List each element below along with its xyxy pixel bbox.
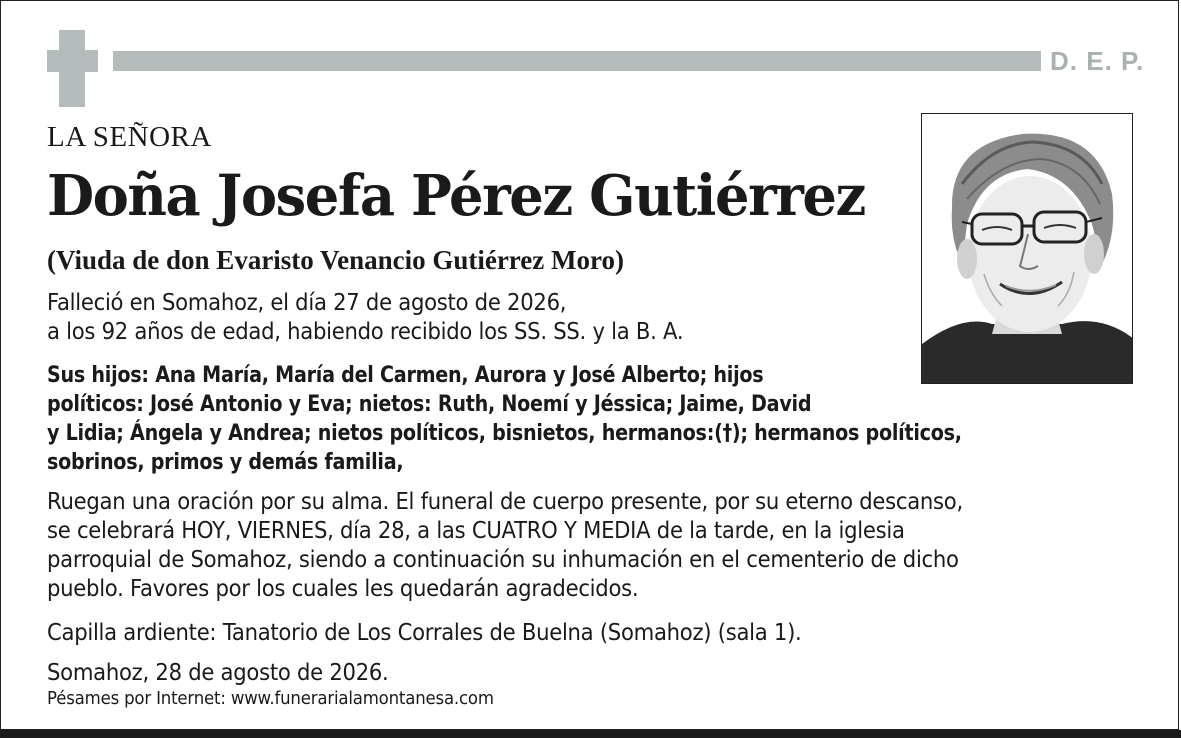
condolences-link[interactable]: Pésames por Internet: www.funerarialamontanesa.com — [47, 688, 494, 709]
death-line: Falleció en Somahoz, el día 27 de agosto de 2026, — [47, 290, 567, 316]
family-list — [47, 361, 962, 477]
title-prefix: LA SEÑORA — [47, 121, 212, 153]
funeral-line: parroquial de Somahoz, siendo a continuación su inhumación en el cementerio de dicho — [47, 547, 959, 573]
cross-icon-bar — [47, 50, 98, 72]
header-rule — [113, 51, 1041, 71]
death-line: a los 92 años de edad, habiendo recibido los SS. SS. y la B. A. — [47, 319, 684, 345]
family-line: sobrinos, primos y demás familia, — [47, 450, 404, 475]
family-line: Sus hijos: Ana María, María del Carmen, Aurora y José Alberto; hijos — [47, 363, 764, 388]
death-notice — [47, 289, 683, 347]
funeral-line: Ruegan una oración por su alma. El funeral de cuerpo presente, por su eterno descanso, — [47, 489, 963, 515]
bottom-border — [0, 730, 1181, 738]
dep-label: D. E. P. — [1050, 46, 1145, 76]
deceased-name: Doña Josefa Pérez Gutiérrez — [47, 163, 865, 229]
portrait-photo — [921, 113, 1133, 384]
funeral-line: pueblo. Favores por los cuales les quedarán agradecidos. — [47, 576, 639, 602]
funeral-notice — [47, 488, 963, 604]
funeral-line: se celebrará HOY, VIERNES, día 28, a las CUATRO Y MEDIA de la tarde, en la iglesia — [47, 518, 905, 544]
widow-note: (Viuda de don Evaristo Venancio Gutiérrez Moro) — [47, 245, 624, 275]
date-line: Somahoz, 28 de agosto de 2026. — [47, 660, 389, 686]
portrait-image — [922, 114, 1133, 384]
chapel-notice: Capilla ardiente: Tanatorio de Los Corrales de Buelna (Somahoz) (sala 1). — [47, 620, 802, 646]
family-line: políticos: José Antonio y Eva; nietos: Ruth, Noemí y Jéssica; Jaime, David — [47, 392, 812, 417]
family-line: y Lidia; Ángela y Andrea; nietos políticos, bisnietos, hermanos:(†); hermanos políticos, — [47, 421, 962, 446]
